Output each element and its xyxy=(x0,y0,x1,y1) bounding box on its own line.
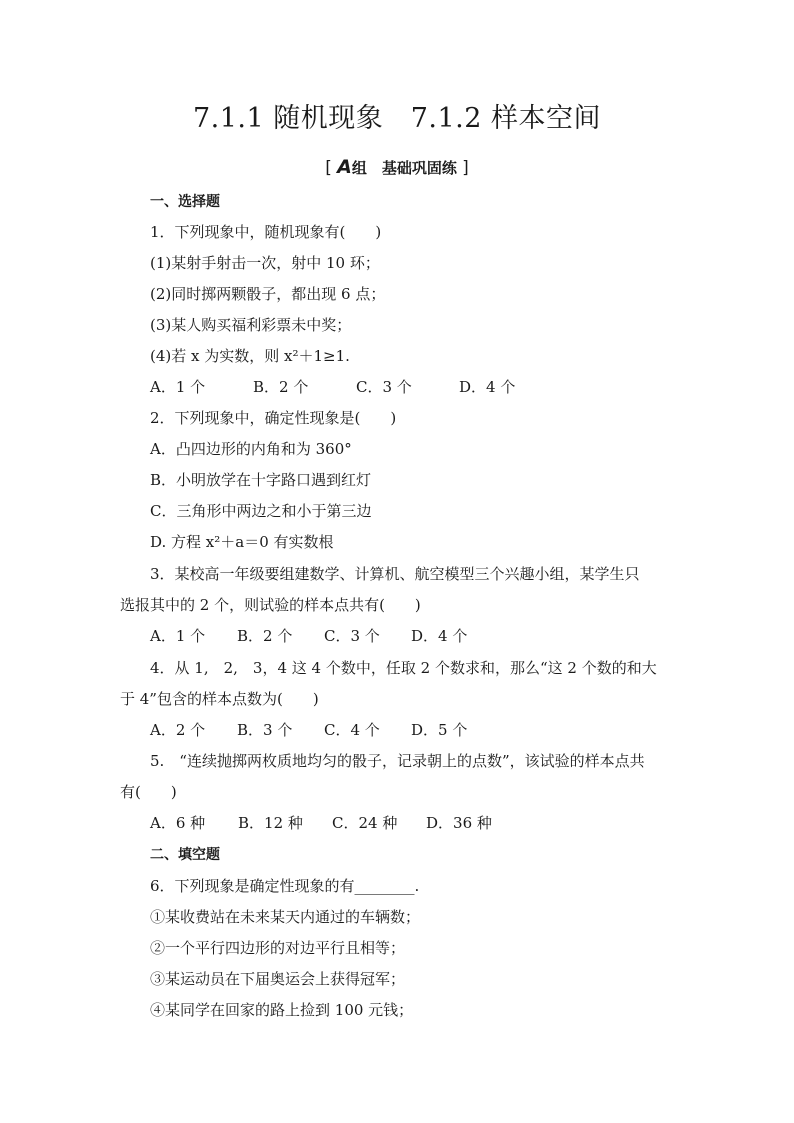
q6-item-3: ③某运动员在下届奥运会上获得冠军； xyxy=(150,970,406,988)
q6-item-2: ②一个平行四边形的对边平行且相等； xyxy=(150,939,406,957)
q3-option-a: A．1 个 xyxy=(150,627,206,645)
q5-option-c: C．24 种 xyxy=(332,814,398,832)
q2-stem: 2．下列现象中，确定性现象是( ) xyxy=(150,409,397,427)
q1-item-1: (1)某射手射击一次，射中 10 环； xyxy=(150,254,380,272)
q4-option-c: C．4 个 xyxy=(324,721,380,739)
q3-option-d: D．4 个 xyxy=(411,627,468,645)
group-label: 组 基础巩固练 xyxy=(351,159,457,177)
q1-options xyxy=(150,377,515,397)
q3-option-b: B．2 个 xyxy=(237,627,293,645)
q1-option-c: C．3 个 xyxy=(356,378,412,396)
q5-option-a: A．6 种 xyxy=(150,814,206,832)
q5-line-2: 有( ) xyxy=(120,783,177,801)
bracket-left: [ xyxy=(325,158,332,178)
q4-option-a: A．2 个 xyxy=(150,721,206,739)
q5-line-1: 5. “连续抛掷两枚质地均匀的骰子，记录朝上的点数”，该试验的样本点共 xyxy=(150,752,645,770)
q1-option-b: B．2 个 xyxy=(253,378,309,396)
q3-option-c: C．3 个 xyxy=(324,627,380,645)
q6-item-4: ④某同学在回家的路上捡到 100 元钱； xyxy=(150,1001,414,1019)
q3-line-2: 选报其中的 2 个，则试验的样本点共有( ) xyxy=(120,596,421,614)
q4-line-1: 4．从 1, 2, 3，4 这 4 个数中，任取 2 个数求和，那么“这 2 个数的和大 xyxy=(150,659,657,677)
section-fill: 二、填空题 xyxy=(150,847,220,863)
q4-option-d: D．5 个 xyxy=(411,721,468,739)
q5-option-d: D．36 种 xyxy=(426,814,492,832)
q3-line-1: 3．某校高一年级要组建数学、计算机、航空模型三个兴趣小组，某学生只 xyxy=(150,565,640,583)
q6-stem: 6．下列现象是确定性现象的有________. xyxy=(150,877,420,895)
q5-option-b: B．12 种 xyxy=(238,814,303,832)
section-choice: 一、选择题 xyxy=(150,194,220,210)
q2-option-d: D. 方程 x²＋a＝0 有实数根 xyxy=(150,533,334,551)
bracket-right: ] xyxy=(462,158,469,178)
q4-options xyxy=(150,720,467,740)
q1-item-3: (3)某人购买福利彩票未中奖； xyxy=(150,316,352,334)
page-title: 7.1.1 随机现象 7.1.2 样本空间 xyxy=(192,103,602,134)
q4-line-2: 于 4”包含的样本点数为( ) xyxy=(120,690,319,708)
q5-options xyxy=(150,813,492,833)
q1-item-2: (2)同时掷两颗骰子，都出现 6 点； xyxy=(150,285,386,303)
q4-option-b: B．3 个 xyxy=(237,721,293,739)
q2-option-a: A．凸四边形的内角和为 360° xyxy=(150,440,352,458)
q2-option-c: C．三角形中两边之和小于第三边 xyxy=(150,502,372,520)
q3-options xyxy=(150,626,467,646)
q1-option-a: A．1 个 xyxy=(150,378,206,396)
q1-item-4: (4)若 x 为实数，则 x²＋1≥1. xyxy=(150,347,350,365)
q2-option-b: B．小明放学在十字路口遇到红灯 xyxy=(150,471,372,489)
group-letter: A xyxy=(337,156,352,178)
q1-option-d: D．4 个 xyxy=(459,378,516,396)
group-heading xyxy=(0,156,794,178)
q6-item-1: ①某收费站在未来某天内通过的车辆数； xyxy=(150,908,421,926)
q1-stem: 1．下列现象中，随机现象有( ) xyxy=(150,223,382,241)
